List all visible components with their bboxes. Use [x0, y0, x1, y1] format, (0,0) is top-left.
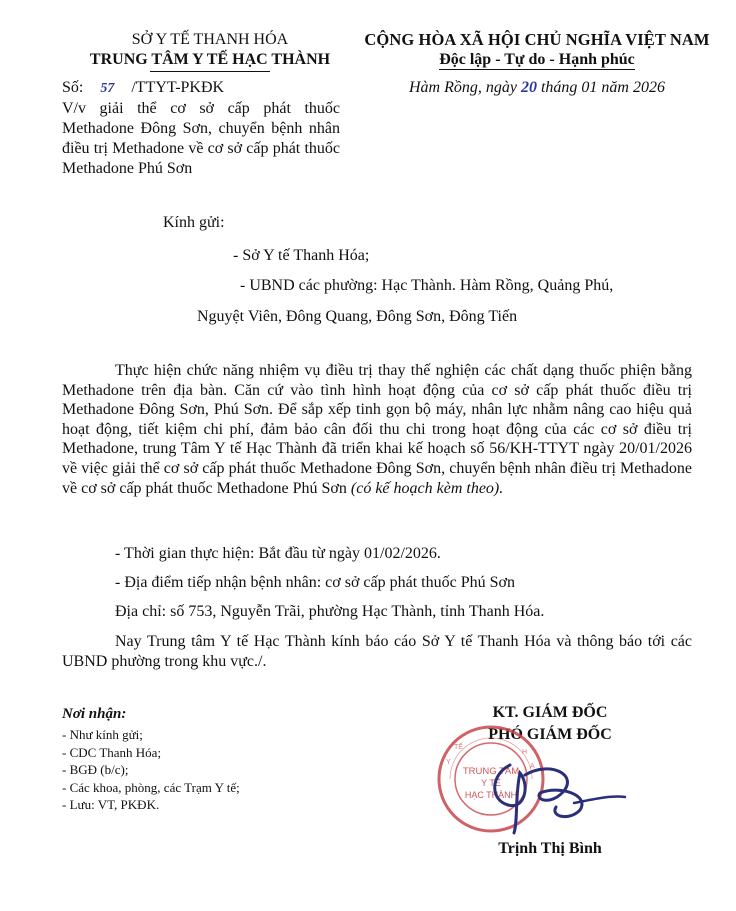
date-place: Hàm Rồng, ngày [409, 79, 517, 96]
body-paragraph-1-text: Thực hiện chức năng nhiệm vụ điều trị thay thế nghiện các chất dạng thuốc phiện bằng Methadone trên địa bàn. Căn cứ vào tình hình hoạt động của cơ sở cấp phát thuốc điều trị Methadone Đông Sơn, Phú Sơn. Để sắp xếp tinh gọn bộ máy, nhân lực nhằm nâng cao hiệu quả hoạt động, tiết kiệm chi phí, đảm bảo cân đối thu chi trong hoạt động của các cơ sở điều trị Methadone, trung Tâm Y tế Hạc Thành đã triển khai kế hoạch số 56/KH-TTYT ngày 20/01/2026 về việc giải thể cơ sở cấp phát thuốc Methadone Đông Sơn, chuyển bệnh nhân điều trị Methadone về cơ sở cấp phát thuốc Methadone Phú Sơn [62, 362, 692, 497]
header-divider [150, 71, 270, 72]
national-header [350, 30, 724, 70]
number-value: 57 [100, 81, 115, 96]
svg-text:Y TẾ: Y TẾ [481, 778, 501, 788]
organization-name: TRUNG TÂM Y TẾ HẠC THÀNH [89, 51, 331, 68]
recipients-label: Kính gửi: [163, 214, 225, 231]
distribution-item: - Lưu: VT, PKĐK. [62, 797, 160, 813]
reception-place: - Địa điểm tiếp nhận bệnh nhân: cơ sở cấp phát thuốc Phú Sơn [115, 574, 515, 591]
date-rest: tháng 01 năm 2026 [540, 79, 665, 96]
recipient-line-3: Nguyệt Viên, Đông Quang, Đông Sơn, Đông Tiến [197, 308, 518, 325]
distribution-item: - Như kính gửi; [62, 727, 143, 742]
distribution-item: - CDC Thanh Hóa; [62, 744, 162, 760]
closing-paragraph: Nay Trung tâm Y tế Hạc Thành kính báo cáo Sở Y tế Thanh Hóa và thông báo tới các UBND phường trong khu vực./. [62, 633, 692, 670]
country-name: CỘNG HÒA XÃ HỘI CHỦ NGHĨA VIỆT NAM [364, 30, 710, 49]
document-number [62, 79, 224, 97]
recipient-line-2: - UBND các phường: Hạc Thành. Hàm Rồng, Quảng Phú, [240, 277, 614, 294]
distribution-item: - Các khoa, phòng, các Trạm Y tế; [62, 779, 240, 795]
issuer-block [60, 30, 360, 72]
svg-text:H: H [522, 749, 528, 756]
distribution-item: - BGĐ (b/c); [62, 762, 129, 778]
implementation-time: - Thời gian thực hiện: Bắt đầu từ ngày 01/02/2026. [115, 545, 441, 562]
date-day: 20 [520, 79, 537, 96]
issue-date [350, 79, 724, 97]
body-paragraph-1 [62, 361, 692, 498]
number-suffix: /TTYT-PKĐK [131, 79, 225, 96]
recipient-line-1: - Sở Y tế Thanh Hóa; [233, 247, 370, 264]
reception-address: Địa chỉ: số 753, Nguyễn Trãi, phường Hạc Thành, tỉnh Thanh Hóa. [115, 603, 545, 620]
attachment-note: (có kế hoạch kèm theo). [350, 479, 504, 497]
signer-name: Trịnh Thị Bình [498, 840, 602, 857]
signature-title-1: KT. GIÁM ĐỐC [492, 704, 608, 721]
number-prefix: Số: [62, 79, 84, 96]
distribution-label: Nơi nhận: [62, 706, 127, 722]
parent-organization: SỞ Y TẾ THANH HÓA [131, 31, 289, 48]
svg-text:TRUNG TÂM: TRUNG TÂM [462, 766, 520, 777]
distribution-list [62, 726, 240, 814]
svg-text:A: A [530, 763, 535, 770]
svg-text:Y: Y [446, 759, 451, 766]
handwritten-signature [470, 755, 630, 835]
signature-title-2: PHÓ GIÁM ĐỐC [488, 726, 612, 743]
svg-text:HẠC THÀNH: HẠC THÀNH [464, 790, 518, 800]
document-subject: V/v giải thể cơ sở cấp phát thuốc Methadone Đông Sơn, chuyển bệnh nhân điều trị Methadone về cơ sở cấp phát thuốc Methadone Phú Sơn [62, 100, 340, 177]
national-motto: Độc lập - Tự do - Hạnh phúc [439, 51, 635, 68]
svg-text:TẾ: TẾ [454, 744, 463, 751]
